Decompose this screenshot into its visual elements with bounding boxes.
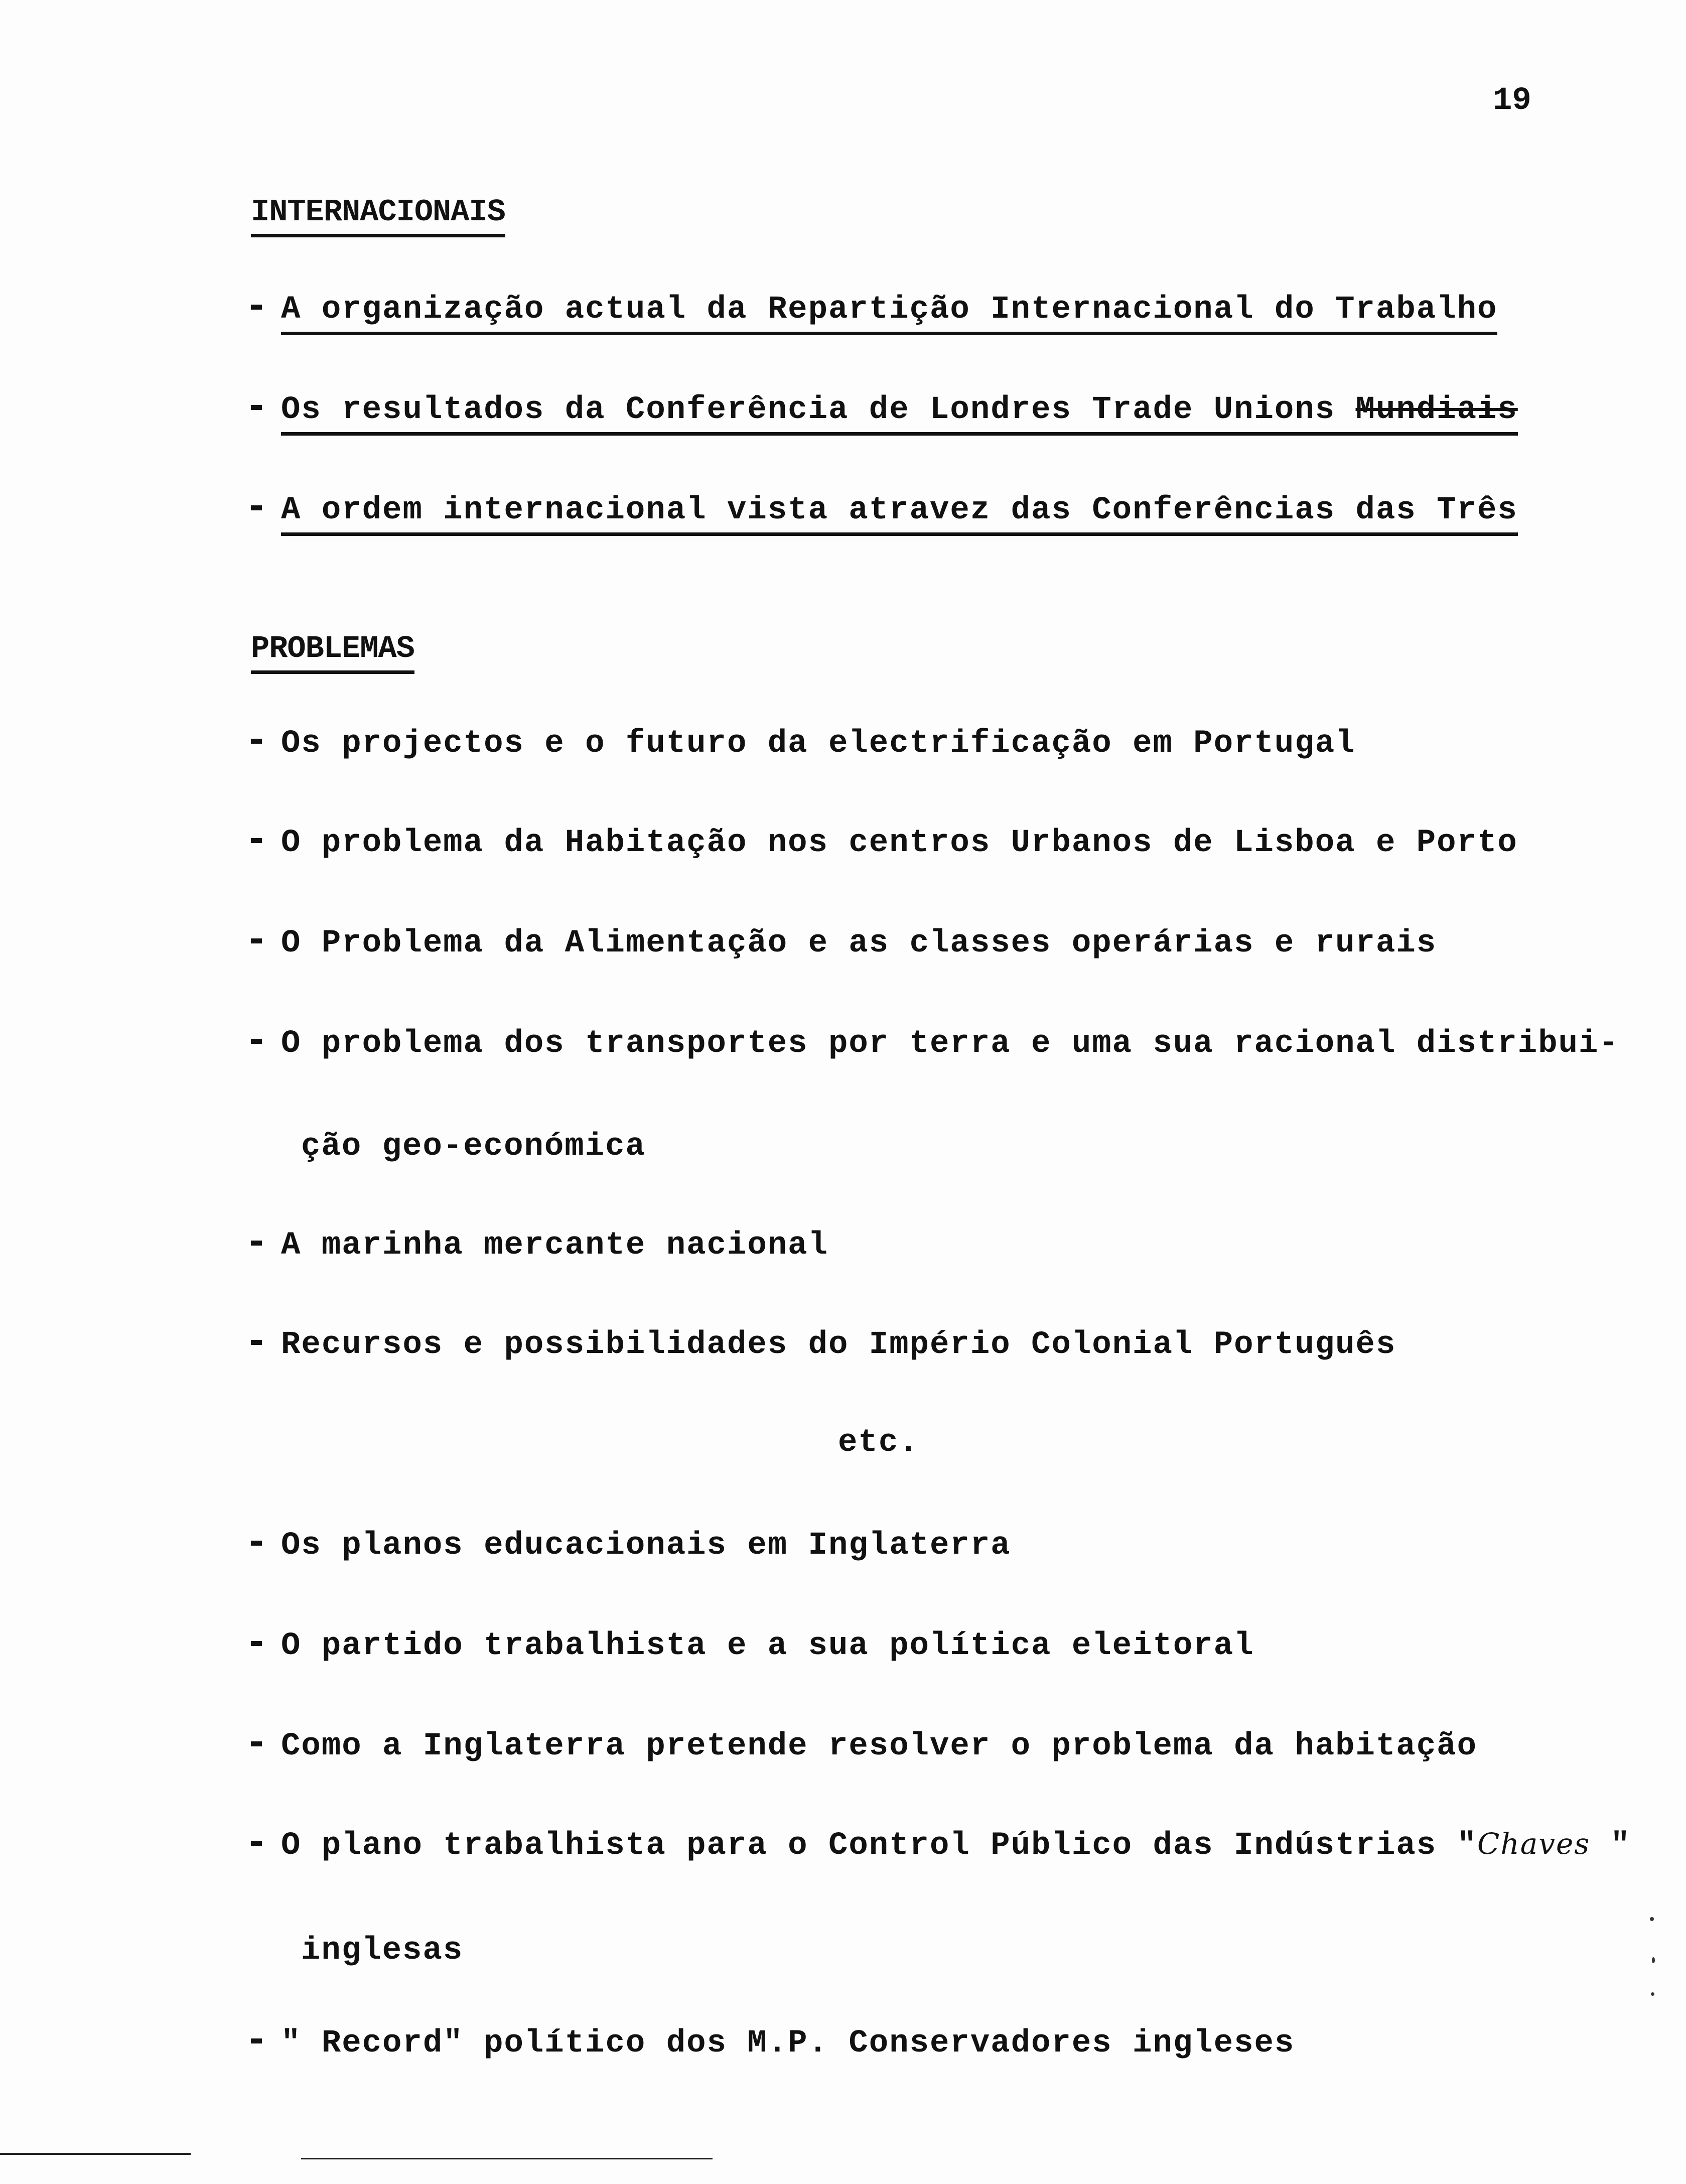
- list-item-text: O partido trabalhista e a sua política eleitoral: [281, 1628, 1254, 1664]
- section-heading-problemas: PROBLEMAS: [251, 633, 414, 674]
- list-item-continuation: inglesas: [301, 1933, 464, 1969]
- bullet-dash: [251, 1841, 262, 1846]
- list-item-text: " Record" político dos M.P. Conservadores ingleses: [281, 2025, 1295, 2062]
- list-item: [251, 494, 1518, 526]
- list-item: [251, 1630, 1254, 1662]
- typed-correction: l: [808, 1227, 828, 1264]
- list-item-text-underlined: [281, 392, 1518, 436]
- section-heading-internacionais: INTERNACIONAIS: [251, 197, 505, 237]
- bullet-dash: [251, 1541, 262, 1546]
- list-item: [251, 1730, 1477, 1762]
- list-item: [251, 1329, 1396, 1361]
- bullet-dash: [251, 739, 262, 744]
- bullet-dash: [251, 2038, 262, 2043]
- bullet-dash: [251, 1741, 262, 1746]
- list-item-continuation: ção geo-económica: [301, 1129, 646, 1165]
- list-item: [251, 394, 1518, 426]
- bullet-dash: [251, 1641, 262, 1646]
- list-item: [251, 1530, 1011, 1562]
- bullet-dash: [251, 505, 262, 510]
- etc-text: etc.: [838, 1425, 919, 1461]
- list-item-text: A ordem internacional vista atravez das Conferências das Três: [281, 492, 1518, 536]
- list-item: [251, 827, 1518, 859]
- list-item: [251, 1028, 1619, 1060]
- list-item: [251, 1829, 1631, 1862]
- scan-speck: [1650, 1917, 1654, 1921]
- list-item-text: Os projectos e o futuro da electrificação em Portugal: [281, 726, 1356, 762]
- scan-edge-line: [0, 2153, 191, 2155]
- list-item-text: A organização actual da Repartição Internacional do Trabalho: [281, 292, 1497, 335]
- list-item-text: Os planos educacionais em Inglaterra: [281, 1528, 1011, 1564]
- bullet-dash: [251, 1241, 262, 1246]
- closing-quote: ": [1610, 1828, 1631, 1864]
- list-item: [251, 1227, 828, 1264]
- page-number: 19: [1493, 83, 1531, 119]
- list-item-text: O Problema da Alimentação e as classes operárias e rurais: [281, 925, 1437, 962]
- list-item: [251, 927, 1437, 960]
- struck-out-word: Mundiais: [1355, 392, 1518, 428]
- bullet-dash: [251, 1340, 262, 1345]
- list-item-text: Como a Inglaterra pretende resolver o problema da habitação: [281, 1728, 1477, 1764]
- list-item: [251, 2027, 1295, 2060]
- list-item-text: A marinha mercante naciona: [281, 1227, 808, 1264]
- scan-speck: [1652, 1957, 1655, 1963]
- list-item-text: O plano trabalhista para o Control Público das Indústrias ": [281, 1828, 1477, 1864]
- bullet-dash: [251, 938, 262, 943]
- scan-edge-line: [301, 2158, 713, 2159]
- list-item-text: Recursos e possibilidades do Império Colonial Português: [281, 1327, 1396, 1363]
- list-item: [251, 728, 1356, 760]
- list-item-text: O problema dos transportes por terra e uma sua racional distribui-: [281, 1026, 1619, 1062]
- bullet-dash: [251, 838, 262, 843]
- bullet-dash: [251, 405, 262, 410]
- bullet-dash: [251, 1039, 262, 1044]
- list-item: [251, 294, 1497, 326]
- scan-speck: [1651, 1992, 1654, 1996]
- bullet-dash: [251, 305, 262, 310]
- list-item-text: O problema da Habitação nos centros Urbanos de Lisboa e Porto: [281, 825, 1518, 861]
- handwritten-insertion: Chaves: [1477, 1827, 1591, 1861]
- list-item-text: Os resultados da Conferência de Londres Trade Unions: [281, 392, 1336, 428]
